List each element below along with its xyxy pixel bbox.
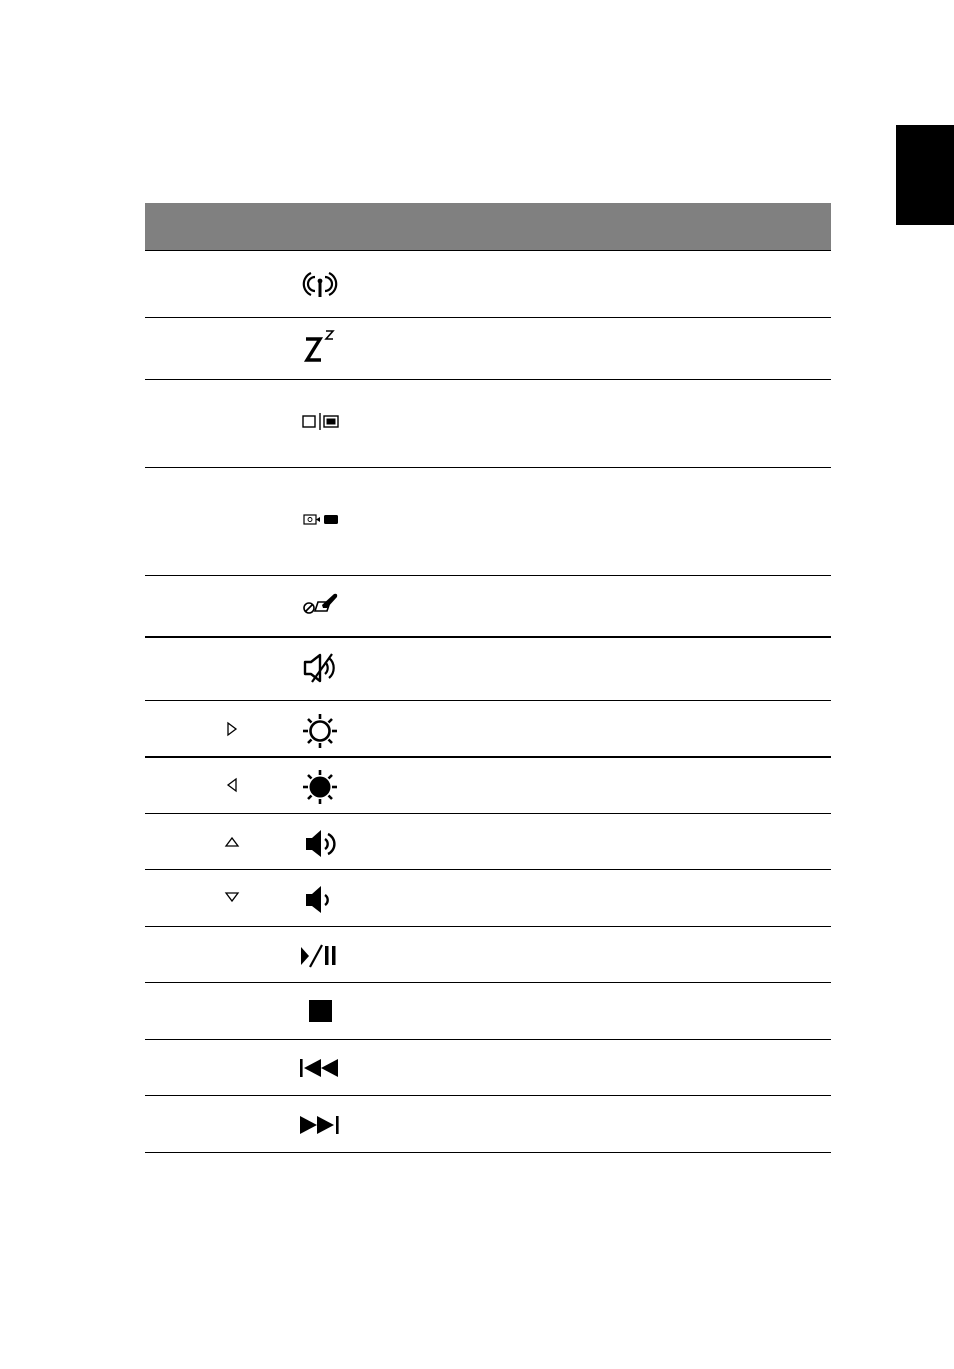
speaker-mute-icon [298,648,342,688]
next-track-icon [298,1105,342,1145]
chapter-tab [896,125,954,225]
row-divider [145,982,831,983]
row-divider [145,813,831,814]
arrow-right-icon [224,721,240,737]
row-divider [145,379,831,380]
row-divider [145,700,831,701]
arrow-up-icon [224,834,240,850]
arrow-down-icon [224,889,240,905]
sleep-icon [298,327,342,367]
row-divider [145,1152,831,1153]
row-divider [145,1039,831,1040]
row-divider [145,636,831,638]
row-divider [145,317,831,318]
row-divider [145,869,831,870]
row-divider [145,926,831,927]
brightness-up-icon [298,710,342,750]
arrow-left-icon [224,777,240,793]
display-toggle-icon [298,402,342,442]
wireless-icon [298,265,342,305]
row-divider [145,250,831,251]
play-pause-icon [298,936,342,976]
row-divider [145,756,831,758]
volume-up-icon [298,823,342,863]
row-divider [145,467,831,468]
screen-blank-icon [298,500,342,540]
previous-track-icon [298,1048,342,1088]
stop-icon [298,991,342,1031]
row-divider [145,1095,831,1096]
row-divider [145,575,831,576]
brightness-down-icon [298,766,342,806]
table-header [145,203,831,250]
touchpad-toggle-icon [298,586,342,626]
volume-down-icon [298,879,342,919]
